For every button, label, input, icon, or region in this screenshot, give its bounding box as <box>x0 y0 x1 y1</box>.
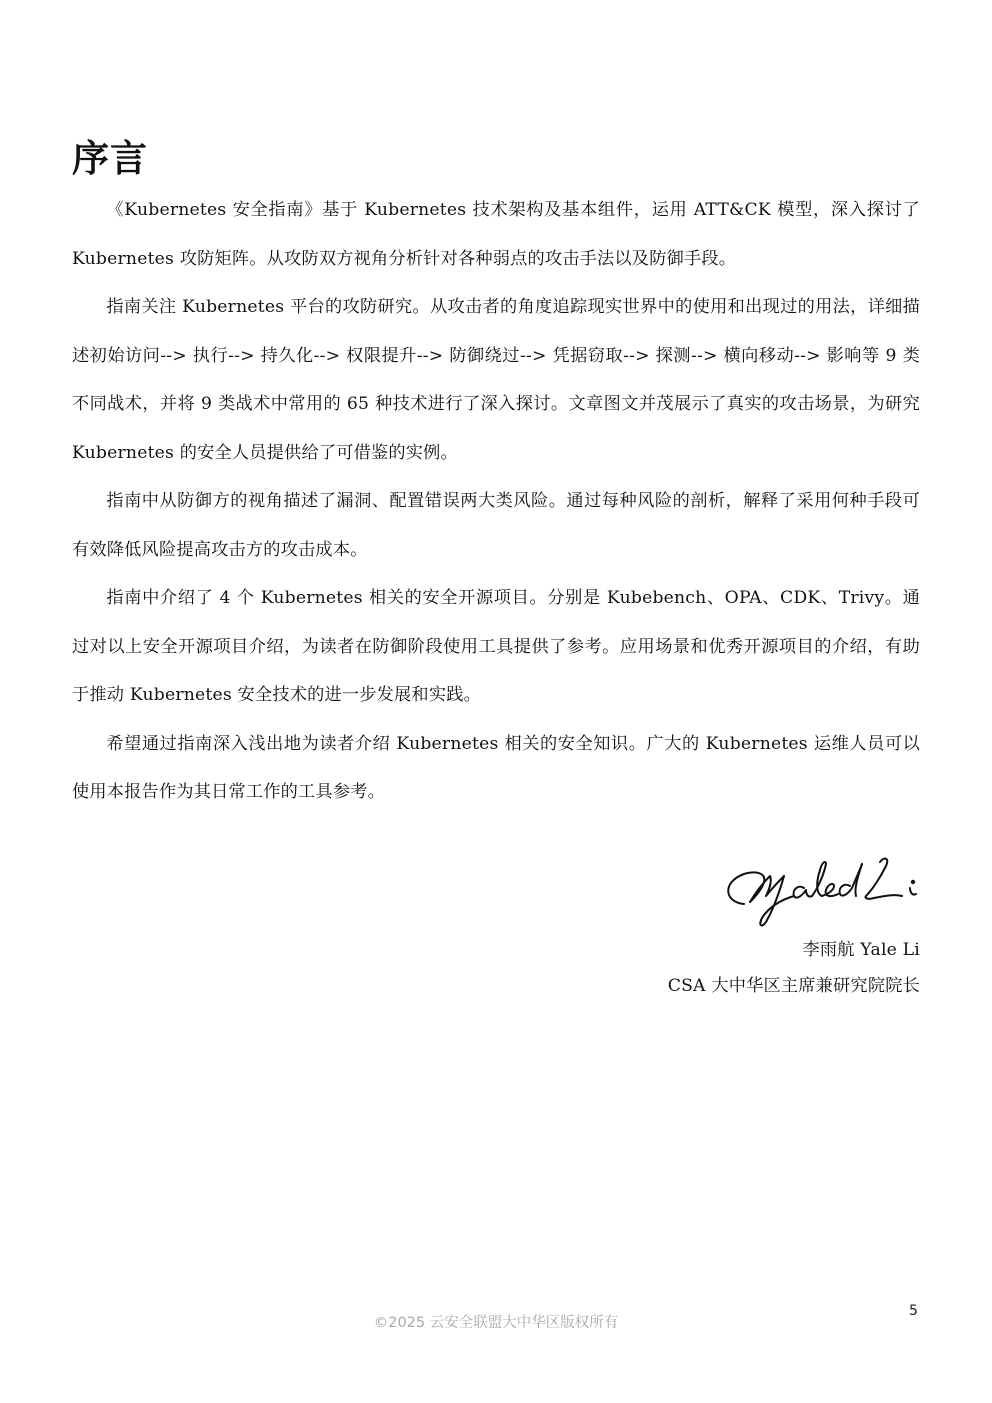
signatory-title: CSA 大中华区主席兼研究院院长 <box>667 976 920 996</box>
paragraph: 指南中介绍了 4 个 Kubernetes 相关的安全开源项目。分别是 Kubebench、OPA、CDK、Trivy。通过对以上安全开源项目介绍，为读者在防御阶段使用工具提供了参考。应用场景和优秀开源项目的介绍，有助于推动 Kubernetes 安全技术的进一步发展和实践。 <box>72 588 920 705</box>
footer-copyright: ©2025 云安全联盟大中华区版权所有 <box>373 1315 619 1331</box>
paragraph: 指南关注 Kubernetes 平台的攻防研究。从攻击者的角度追踪现实世界中的使用和出现过的用法，详细描述初始访问--> 执行--> 持久化--> 权限提升--> 防御绕过--> 凭据窃取--> 探测--> 横向移动--> 影响等 9 类不同战术，并将 9 类战术中常用的 65 种技术进行了深入探讨。文章图文并茂展示了真实的攻击场景，为研究 Kubernetes 的安全人员提供给了可借鉴的实例。 <box>72 297 920 463</box>
paragraph: 希望通过指南深入浅出地为读者介绍 Kubernetes 相关的安全知识。广大的 Kubernetes 运维人员可以使用本报告作为其日常工作的工具参考。 <box>72 733 920 802</box>
preface-body <box>72 186 920 817</box>
page-number: 5 <box>909 1303 918 1319</box>
handwritten-signature <box>714 852 924 932</box>
signatory-name: 李雨航 Yale Li <box>802 940 920 960</box>
signature-block <box>580 852 920 1004</box>
paragraph: 《Kubernetes 安全指南》基于 Kubernetes 技术架构及基本组件，运用 ATT&CK 模型，深入探讨了 Kubernetes 攻防矩阵。从攻防双方视角分析针对各种弱点的攻击手法以及防御手段。 <box>72 200 920 269</box>
paragraph: 指南中从防御方的视角描述了漏洞、配置错误两大类风险。通过每种风险的剖析，解释了采用何种手段可有效降低风险提高攻击方的攻击成本。 <box>72 491 920 560</box>
page-title: 序言 <box>72 137 148 180</box>
